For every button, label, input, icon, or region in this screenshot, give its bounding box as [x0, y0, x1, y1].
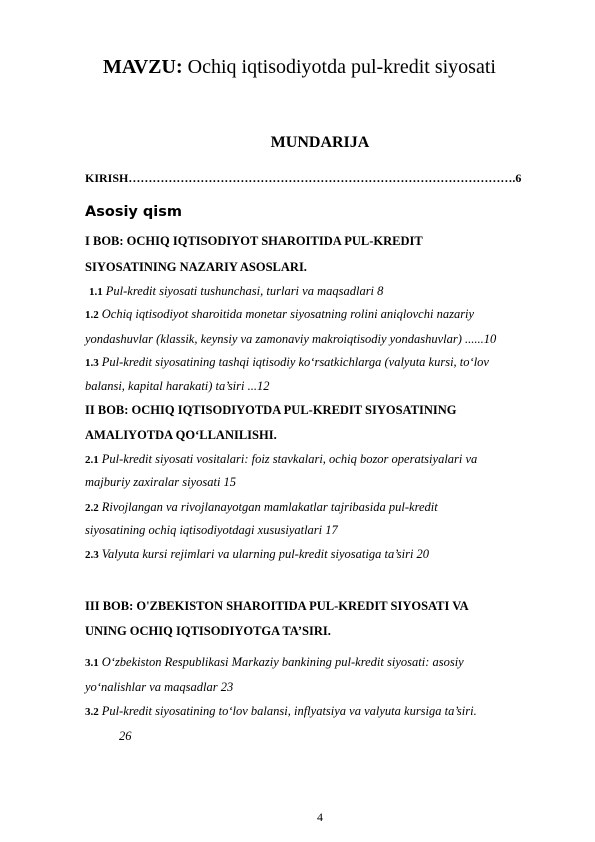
title-text: Ochiq iqtisodiyotda pul-kredit siyosati [182, 56, 496, 78]
toc-entry-1-2 [85, 307, 474, 322]
section-number: 3.1 [85, 657, 99, 669]
toc-entry-3-2 [85, 704, 477, 719]
section-number: 1.1 [89, 286, 103, 298]
toc-entry-3-1 [85, 655, 464, 670]
chapter3-heading-line1: III BOB: O'ZBEKISTON SHAROITIDA PUL-KREDIT SIYOSATI VA [85, 599, 469, 613]
title-lead: MAVZU: [103, 56, 183, 78]
section-number: 2.2 [85, 502, 99, 514]
toc-entry-1-1 [89, 284, 383, 299]
toc-entry-1-2-cont: yondashuvlar (klassik, keynsiy va zamonaviy makroiqtisodiy yondashuvlar) ......10 [85, 332, 497, 346]
chapter1-heading-line1: I BOB: OCHIQ IQTISODIYOT SHAROITIDA PUL-KREDIT [85, 234, 423, 248]
toc-entry-1-3 [85, 355, 489, 370]
toc-entry-2-1-cont: majburiy zaxiralar siyosati 15 [85, 475, 237, 489]
section-number: 1.2 [85, 309, 99, 321]
toc-entry-2-3 [85, 547, 429, 562]
section-number: 2.3 [85, 549, 99, 561]
toc-intro-entry: KIRISH…………………………………………………………………………………….6 [85, 171, 522, 185]
section-text: Rivojlangan va rivojlanayotgan mamlakatlar tajribasida pul-kredit [101, 500, 438, 514]
section-text: Pul-kredit siyosatining tashqi iqtisodiy ko‘rsatkichlarga (valyuta kursi, to‘lov [101, 355, 489, 369]
chapter2-heading-line2: AMALIYOTDA QO‘LLANILISHI. [85, 428, 277, 442]
toc-entry-2-2-cont: siyosatining ochiq iqtisodiyotdagi xususiyatlari 17 [85, 523, 338, 537]
section-number: 2.1 [85, 454, 99, 466]
toc-entry-1-3-cont: balansi, kapital harakati) ta’siri ...12 [85, 379, 270, 393]
section-text: Valyuta kursi rejimlari va ularning pul-kredit siyosatiga ta’siri 20 [101, 547, 430, 561]
chapter3-heading-line2: UNING OCHIQ IQTISODIYOTGA TA’SIRI. [85, 624, 331, 638]
toc-entry-3-2-cont: 26 [119, 729, 132, 743]
page-number: 4 [317, 810, 323, 824]
toc-entry-3-1-cont: yo‘nalishlar va maqsadlar 23 [85, 680, 234, 694]
document-title [103, 56, 496, 79]
toc-entry-2-1 [85, 452, 477, 467]
section-text: O‘zbekiston Respublikasi Markaziy bankining pul-kredit siyosati: asosiy [101, 655, 464, 669]
chapter1-heading-line2: SIYOSATINING NAZARIY ASOSLARI. [85, 260, 307, 274]
section-text: Ochiq iqtisodiyot sharoitida monetar siyosatning rolini aniqlovchi nazariy [101, 307, 475, 321]
toc-entry-2-2 [85, 500, 438, 515]
section-text: Pul-kredit siyosatining to‘lov balansi, inflyatsiya va valyuta kursiga ta’siri. [101, 704, 477, 718]
section-text: Pul-kredit siyosati tushunchasi, turlari va maqsadlari 8 [105, 284, 384, 298]
chapter2-heading-line1: II BOB: OCHIQ IQTISODIYOTDA PUL-KREDIT SIYOSATINING [85, 403, 457, 417]
section-text: Pul-kredit siyosati vositalari: foiz stavkalari, ochiq bozor operatsiyalari va [101, 452, 478, 466]
section-number: 3.2 [85, 706, 99, 718]
part-heading: Asosiy qism [85, 204, 183, 220]
section-number: 1.3 [85, 357, 99, 369]
contents-heading: MUNDARIJA [270, 134, 370, 151]
